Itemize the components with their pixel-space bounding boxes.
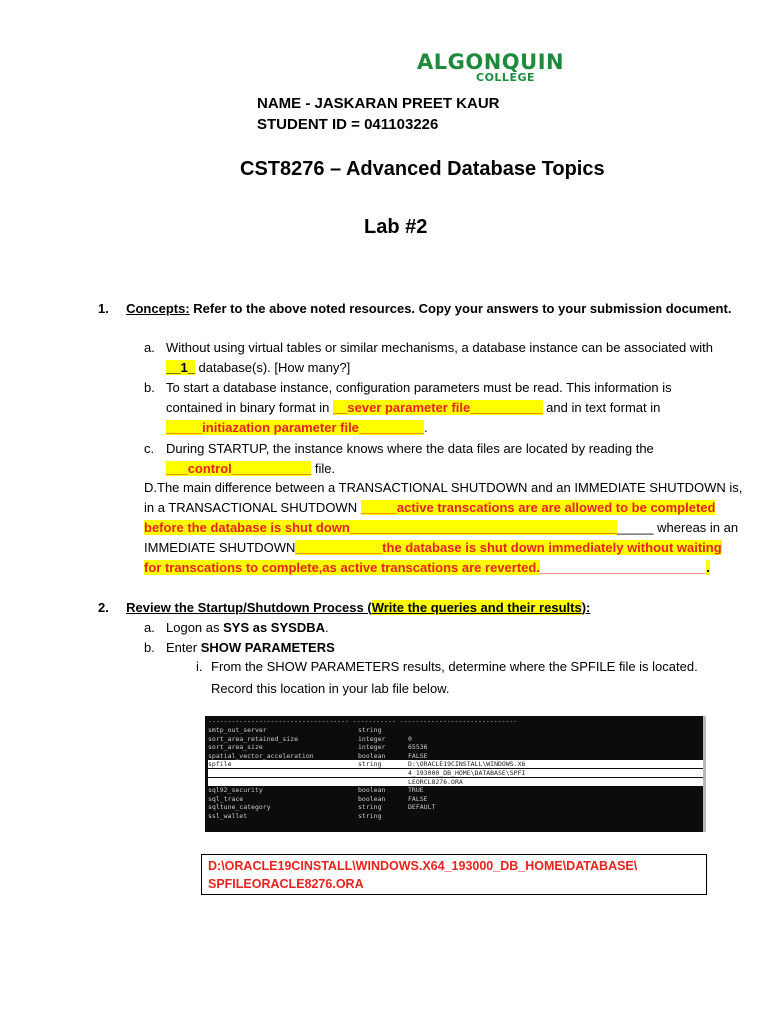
section-2-heading (98, 599, 590, 616)
terminal-param-name: sql_trace (208, 794, 244, 803)
item-c-line2 (166, 460, 335, 477)
item-d-rest: whereas in an (653, 520, 739, 535)
item-c-answer: ___control___________ (166, 461, 312, 476)
terminal-param-value: FALSE (408, 794, 428, 803)
section-heading-highlight: Write the queries and their results (371, 600, 582, 615)
item-d-line5 (144, 559, 710, 576)
terminal-row (208, 803, 703, 811)
terminal-row (208, 743, 703, 751)
item-2a-pre: Logon as (166, 620, 224, 635)
section-1-heading (98, 300, 731, 317)
item-d-underscores: _____ (617, 520, 654, 535)
item-d-end: . (706, 560, 710, 575)
terminal-row (208, 812, 703, 820)
item-b-answer1: __sever parameter file__________ (332, 400, 543, 415)
terminal-param-type: string (358, 726, 382, 734)
item-b-label: b. (144, 380, 155, 395)
terminal-param-name: sql92_security (208, 786, 263, 795)
terminal-row (208, 760, 703, 768)
item-d-answer1a: _____active transcations are are allowed to be completed (360, 500, 716, 515)
item-2a-text (166, 619, 329, 636)
terminal-param-name: smtp_out_server (208, 726, 267, 734)
terminal-param-type: string (358, 812, 382, 820)
answer-line2: SPFILEORACLE8276.ORA (208, 877, 364, 891)
item-a-line1: Without using virtual tables or similar mechanisms, a database instance can be associated with (166, 340, 713, 355)
terminal-param-name: sqltune_category (208, 803, 271, 812)
terminal-row (208, 735, 703, 743)
item-d-line4 (144, 539, 722, 556)
course-title: CST8276 – Advanced Database Topics (240, 158, 605, 180)
section-number: 1. (98, 301, 109, 316)
section-heading-label: Review the Startup/Shutdown Process ( (126, 600, 372, 615)
section-heading-text: Refer to the above noted resources. Copy your answers to your submission document. (189, 301, 732, 316)
item-2b-bold: SHOW PARAMETERS (200, 640, 335, 655)
item-d-line2 (144, 499, 715, 516)
item-2b-pre: Enter (166, 640, 201, 655)
item-d-pre2: IMMEDIATE SHUTDOWN (144, 540, 296, 555)
terminal-row (208, 778, 703, 786)
terminal-param-value: TRUE (408, 786, 424, 795)
terminal-param-type: string (358, 803, 382, 812)
terminal-param-type: boolean (358, 751, 386, 760)
item-d-answer1b: before the database is shut down_____________________________________ (144, 520, 618, 535)
terminal-param-value: 0 (408, 734, 412, 743)
item-c-label: c. (144, 441, 155, 456)
item-b-end: . (423, 420, 428, 435)
student-info (257, 93, 500, 135)
terminal-param-name: sort_area_size (208, 743, 263, 752)
item-a-line2 (166, 359, 350, 376)
answer-line1: D:\ORACLE19CINSTALL\WINDOWS.X64_193000_DB_HOME\DATABASE\ (208, 859, 638, 873)
college-logo (417, 50, 565, 87)
terminal-param-name: sort_area_retained_size (208, 734, 299, 743)
terminal-screenshot (205, 716, 706, 832)
terminal-param-name: spatial_vector_acceleration (208, 751, 314, 760)
logo-subtitle: COLLEGE (476, 71, 535, 84)
terminal-param-type: boolean (358, 794, 386, 803)
terminal-param-type: string (358, 760, 382, 769)
item-2bi-line2: Record this location in your lab file below. (211, 681, 450, 696)
terminal-param-value: D:\ORACLE19CINSTALL\WINDOWS.X6 (408, 760, 526, 769)
terminal-param-value: LEORCL8276.ORA (408, 777, 463, 786)
terminal-param-value: 65536 (408, 743, 428, 752)
item-d-answer2b: for transcations to complete,as active transcations are reverted. (144, 560, 540, 575)
terminal-row (208, 769, 703, 777)
item-d-line1: D.The main difference between a TRANSACTIONAL SHUTDOWN and an IMMEDIATE SHUTDOWN is, (144, 480, 743, 495)
item-2a-label: a. (144, 620, 155, 635)
item-c-line1: During STARTUP, the instance knows where the data files are located by reading the (166, 441, 654, 456)
item-c-rest: file. (311, 461, 336, 476)
item-d-answer2c: _______________________ (539, 560, 707, 575)
item-2b-text (166, 639, 335, 656)
student-id: STUDENT ID = 041103226 (257, 116, 439, 133)
lab-title: Lab #2 (364, 216, 428, 238)
item-2bi-label: i. (196, 659, 203, 674)
terminal-row (208, 795, 703, 803)
item-b-line3 (166, 419, 428, 436)
logo-wordmark: ALGONQUIN (417, 50, 565, 74)
terminal-param-value: FALSE (408, 751, 428, 760)
item-2a-end: . (324, 620, 329, 635)
item-a-rest: database(s). [How many?] (194, 360, 351, 375)
item-2a-bold: SYS as SYSDBA (223, 620, 325, 635)
student-name: NAME - JASKARAN PREET KAUR (257, 95, 500, 112)
item-a-label: a. (144, 340, 155, 355)
terminal-row (208, 726, 703, 734)
item-d-line3 (144, 519, 738, 536)
terminal-divider: ------------------------------------ ----------- ------------------------------ (208, 717, 518, 725)
section-heading-end: ): (581, 600, 591, 615)
item-b-answer2: _____initiazation parameter file_________ (166, 420, 424, 435)
terminal-param-type: integer (358, 743, 386, 752)
item-b-line1: To start a database instance, configuration parameters must be read. This information is (166, 380, 672, 395)
terminal-row (208, 752, 703, 760)
terminal-param-value: DEFAULT (408, 803, 436, 812)
item-2bi-line1: From the SHOW PARAMETERS results, determine where the SPFILE file is located. (211, 659, 698, 674)
terminal-row (208, 786, 703, 794)
terminal-param-type: integer (358, 734, 386, 743)
spfile-answer-box (201, 854, 707, 895)
terminal-param-value: 4_193000_DB_HOME\DATABASE\SPFI (408, 769, 526, 777)
item-b-pre: contained in binary format in (166, 400, 333, 415)
item-d-answer2a: ____________the database is shut down immediately without waiting (295, 540, 722, 555)
section-number: 2. (98, 600, 109, 615)
item-d-pre: in a TRANSACTIONAL SHUTDOWN (144, 500, 361, 515)
terminal-param-type: boolean (358, 786, 386, 795)
item-a-answer: __1_ (166, 360, 195, 375)
item-2b-label: b. (144, 640, 155, 655)
terminal-param-name: spfile (208, 760, 232, 769)
terminal-param-name: ssl_wallet (208, 812, 248, 820)
section-heading-label: Concepts: (126, 301, 190, 316)
item-b-mid: and in text format in (542, 400, 661, 415)
item-b-line2 (166, 399, 660, 416)
